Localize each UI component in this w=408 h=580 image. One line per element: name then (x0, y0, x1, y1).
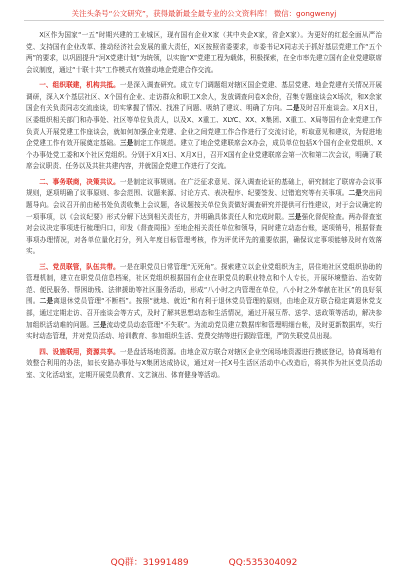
section-2-text-3: 强化督促检查。两办督查室对会议决定事项进行梳理归口，印发《督查周报》至地企相关责任单位和领导，同时建立动态台账，逐项销号，根据督查事项办理情况，对各单位量化打分，列入年度目标管理考核，作为评优评先的重要依据，确保议定事项能够及时有效落实。 (26, 212, 382, 256)
section-1-emphasis-2: 二是 (286, 104, 300, 113)
footer-contact (0, 557, 408, 569)
section-3-text-2: 离退休党员管理“不断档”。按照“就地、就近”和有利于退休党员管理的原则，由地企双方联合稳定离退休党支部，通过定期走访、召开座谈会等方式，及时了解其思想动态和生活情况，通过开展互帮、送学、送政策等活动，解决参加组织活动难的问题。 (26, 297, 382, 329)
section-2-emphasis-2: 二是 (348, 189, 362, 198)
intro-text: X区作为国家“一五”时期兴建的工业城区，现有国有企业X家（其中央企X家，省企X家）。为更好的红起全面从严治党、支持国有企业改革、推动经济社会发展的重大责任，X区按照省委要求，市委书记X同志关于抓好基层党建工作“五个两”的要求，以巩固提升“河X党建计划”为统领，以实施“X”党建工程为载体，积极探索，在全市率先建立国有企业党建联席会议制度，通过“十联十共”工作模式有效推动地企党建合作交流。 (26, 31, 382, 74)
section-3-emphasis-3: 三是 (93, 320, 107, 329)
section-2-emphasis-3: 三是 (288, 212, 302, 221)
section-3-text-1: 一是在职党员日常管理“无死角”。探索建立以企业党组织为主，居住地社区党组织协助的管理机制，建立在职党员信息档案，社区党组织根据国有企业在职党员的职业特点和个人专长，开展环境整治、治安防范、便民服务、帮困助残、法律援助等社区服务活动，形成“八小时之内管理在单位，八小时之外奉献在社区”的良好氛围。 (26, 262, 382, 306)
section-1-emphasis-3: 三是 (119, 139, 134, 148)
paragraph-section-2 (26, 177, 382, 258)
paragraph-section-1 (26, 80, 382, 173)
section-heading-2: 二、事务联商，决策共议。 (39, 177, 120, 186)
section-4-text-1: 一是盘活场地资源。由地企双方联合对辖区企业空闲场地资源进行摸底登记，协商场地有效整合利用的办法，如长安路办事处与X集团达成协议，通过对一托X号生活区活动中心改造后，将其作为社区党员活动室、文化活动室，定期开展党员教育、文艺演出、体育健身等活动。 (26, 347, 382, 379)
footer-qq-number: QQ:535304092 (228, 558, 298, 568)
paragraph-intro (26, 30, 382, 76)
section-3-emphasis-2: 二是 (39, 297, 54, 306)
section-3-text-3: 流动党员动态管理“不失联”。为流动党员建立数据库和管理明细台帐，及时更新数据库，实行实时动态管理，并对党员活动、培训教育、参加组织生活、党费交纳等进行跟踪管理，严防失联党员出现。 (26, 320, 382, 341)
section-1-text-1: 一是深入调查研究。成立专门调题组对辖区国企党建、基层党建、地企党建有关情况开展调研，深入X个基层社区、X个国有企业、走访群众和职工X余人，发放调查问卷X余份，召集专题座谈会X场次，和X余家国企有关负责同志交流座谈，切实掌握了情况、找准了问题、吸纳了建议、明确了方向。 (26, 81, 382, 113)
section-2-text-2: 突出问题导向。会议召开前由秘书处负责收集上会议题，各议题按关单位负责做好调查研究并提供可行性建议，对于会议确定的一项事项，以《会议纪要》形式分解下达到相关责任方，并明确具体责任人和完成时限。 (26, 189, 382, 221)
paragraph-section-3 (26, 262, 382, 343)
document-body (26, 30, 382, 552)
paragraph-section-4 (26, 347, 382, 382)
section-heading-1: 一、组织联建，机构共抵。 (39, 81, 120, 90)
section-heading-3: 三、党员联管，队伍共带。 (39, 262, 120, 271)
footer-qq-group: QQ群：31991489 (110, 558, 189, 568)
header-banner: 关注头条号“公文研究”，获得最新最全最专业的公文资料库！ 微信：gongwenyj (71, 9, 337, 18)
section-2-text-1: 一是制定议事规则。在广泛征求意见、深入调查论证的基础上，研究制定了联席办会议事规则，逐项明确了议事原则、参会范围、议题来源、讨论方式、表决程序、纪要签发、过错追究等有关事项。 (26, 177, 382, 198)
section-1-text-2: 及时召开座谈会。X月X日，区委组织相关部门和办事处、社区等单位负责人，以及X、X重工、XLYC、XX、X集团、X重工、X局等国有企业党建工作负责人开展党建工作座谈会，就如何加强企业党建、企业之间党建工作合作进行了交流讨论，听取意见和建议，为促进地企党建工作有效开展奠定基础。 (26, 104, 382, 148)
section-1-text-3: 制定工作规范。建立了地企党建联席会X办会，成员单位包括X个国有企业党组织、X个办事处党工委和X个社区党组织。分别于X月X日、X月X日，召开X国有企业党建联席会第一次和第二次会议，明确了联席会议职责、任务以及共驻共建内容，并就国企党建工作进行了交流。 (26, 139, 382, 171)
section-heading-4: 四、设施联用，资源共享。 (39, 347, 120, 356)
header-divider (24, 20, 384, 21)
